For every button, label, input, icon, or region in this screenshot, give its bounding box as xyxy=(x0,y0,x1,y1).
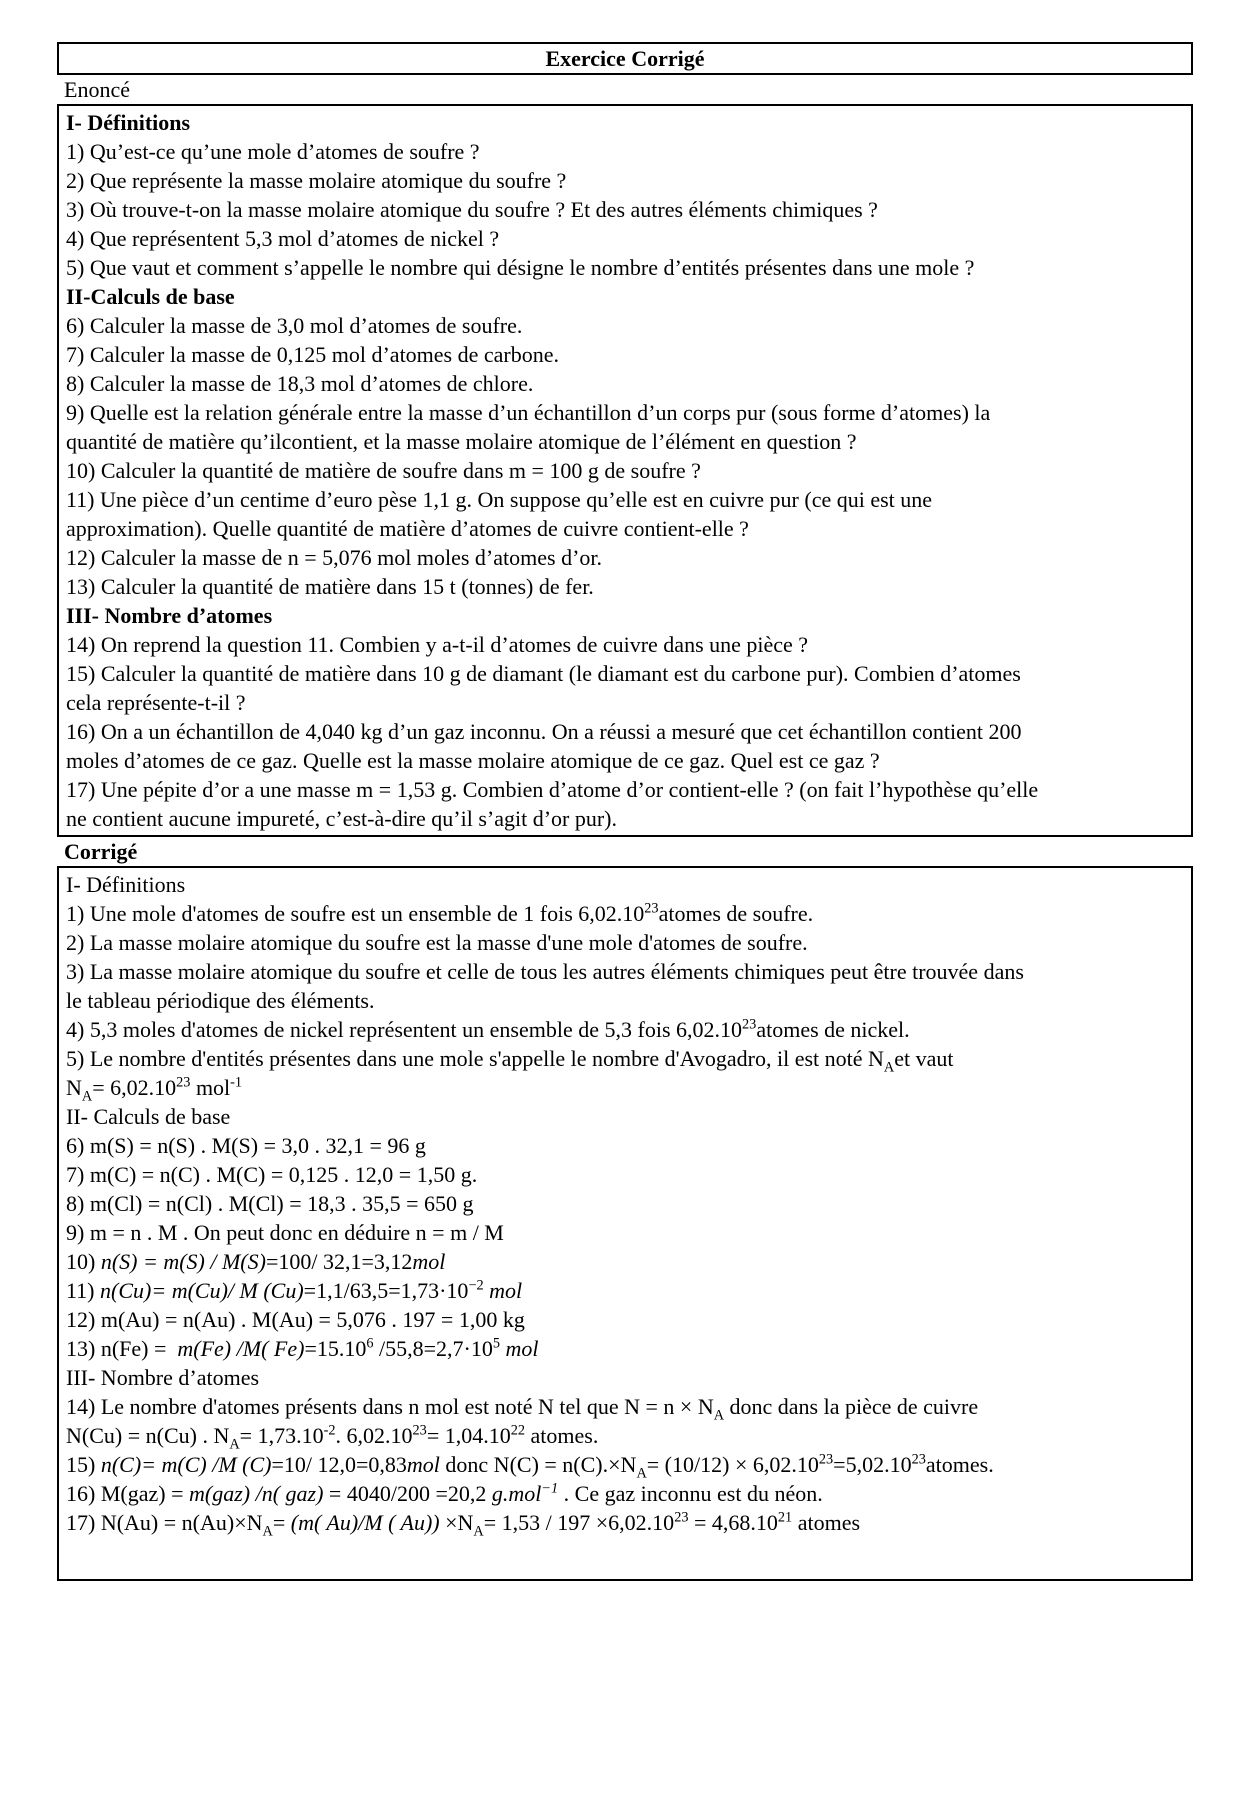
text-line xyxy=(66,1305,1184,1334)
text-run: mol xyxy=(190,1075,231,1100)
text-run: et vaut xyxy=(894,1046,954,1071)
text-run: N xyxy=(66,1075,82,1100)
text-run: 10) xyxy=(66,1249,101,1274)
text-run: -1 xyxy=(230,1074,243,1091)
text-run: A xyxy=(81,1088,93,1105)
text-run: =10/ 12,0=0,83 xyxy=(271,1452,407,1477)
text-line xyxy=(66,1421,1184,1453)
text-run: 1) Qu’est-ce qu’une mole d’atomes de soufre ? xyxy=(66,139,480,164)
text-run: 23 xyxy=(412,1422,427,1439)
text-run: A xyxy=(262,1523,273,1540)
text-run: 23 xyxy=(176,1074,191,1091)
text-run: mol xyxy=(412,1249,446,1274)
text-run: II-Calculs de base xyxy=(66,284,235,309)
text-run: 6) m(S) = n(S) . M(S) = 3,0 . 32,1 = 96 g xyxy=(66,1133,426,1158)
text-run: A xyxy=(229,1436,240,1453)
text-run: atomes de nickel. xyxy=(756,1017,910,1042)
text-line xyxy=(66,572,1184,601)
text-line xyxy=(66,282,1184,311)
text-run: 7) m(C) = n(C) . M(C) = 0,125 . 12,0 = 1,50 g. xyxy=(66,1162,478,1187)
text-line xyxy=(66,1189,1184,1218)
corrige-section-label: Corrigé xyxy=(64,839,138,864)
text-run: ne contient aucune impureté, c’est-à-dire qu’il s’agit d’or pur). xyxy=(66,806,617,831)
text-line xyxy=(66,1276,1184,1305)
text-line xyxy=(66,311,1184,340)
text-run: 4) 5,3 moles d'atomes de nickel représentent un ensemble de 5,3 fois 6,02.10 xyxy=(66,1017,743,1042)
text-line xyxy=(66,1450,1184,1482)
text-line xyxy=(66,224,1184,253)
text-run: 13) n(Fe) = xyxy=(66,1336,172,1361)
text-run: 14) Le nombre d'atomes présents dans n mol est noté N tel que N = n × N xyxy=(66,1394,714,1419)
text-run: A xyxy=(636,1465,647,1482)
text-run: 2) Que représente la masse molaire atomique du soufre ? xyxy=(66,168,567,193)
text-run: 15) Calculer la quantité de matière dans 10 g de diamant (le diamant est du carbone pur). Combien d’atomes xyxy=(66,661,1021,686)
text-run: mol xyxy=(406,1452,440,1477)
text-line xyxy=(66,1160,1184,1189)
text-line xyxy=(66,166,1184,195)
text-line xyxy=(66,108,1184,137)
text-run: m(Fe) /M( Fe) xyxy=(171,1336,305,1361)
enonce-section-label: Enoncé xyxy=(64,77,130,102)
text-line xyxy=(66,688,1184,717)
text-run: =15.10 xyxy=(304,1336,367,1361)
text-run: -2 xyxy=(323,1422,336,1439)
text-run: 17) N(Au) = n(Au)×N xyxy=(66,1510,263,1535)
text-run: −2 xyxy=(468,1277,484,1294)
text-run: 7) Calculer la masse de 0,125 mol d’atomes de carbone. xyxy=(66,342,560,367)
text-run: 13) Calculer la quantité de matière dans 15 t (tonnes) de fer. xyxy=(66,574,594,599)
text-line xyxy=(66,253,1184,282)
text-line xyxy=(66,957,1184,986)
text-line xyxy=(66,427,1184,456)
text-line xyxy=(66,1218,1184,1247)
text-run: = 1,53 / 197 ×6,02.10 xyxy=(483,1510,675,1535)
text-run: 23 xyxy=(674,1509,689,1526)
text-run: 22 xyxy=(510,1422,526,1439)
text-line xyxy=(66,398,1184,427)
text-run: N(Cu) = n(Cu) . N xyxy=(66,1423,230,1448)
text-line xyxy=(66,1247,1184,1276)
text-line xyxy=(66,1131,1184,1160)
text-run: /55,8=2,7·10 xyxy=(373,1336,493,1361)
text-run: . Ce gaz inconnu est du néon. xyxy=(558,1481,823,1506)
text-run: 1) Une mole d'atomes de soufre est un ensemble de 1 fois 6,02.10 xyxy=(66,901,645,926)
text-line xyxy=(66,1392,1184,1424)
text-run: = 4040/200 =20,2 xyxy=(323,1481,492,1506)
text-line xyxy=(66,986,1184,1015)
page-title: Exercice Corrigé xyxy=(545,45,705,71)
text-run: = 6,02.10 xyxy=(92,1075,177,1100)
text-run: 16) On a un échantillon de 4,040 kg d’un gaz inconnu. On a réussi a mesuré que cet échantillon contient 200 xyxy=(66,719,1022,744)
text-run: = xyxy=(272,1510,291,1535)
text-run: mol xyxy=(500,1336,539,1361)
enonce-box xyxy=(57,104,1193,837)
text-run: donc N(C) = n(C).×N xyxy=(439,1452,637,1477)
text-run: III- Nombre d’atomes xyxy=(66,603,273,628)
text-run: 5) Que vaut et comment s’appelle le nombre qui désigne le nombre d’entités présentes dans une mole ? xyxy=(66,255,975,280)
text-line xyxy=(66,1102,1184,1131)
text-run: III- Nombre d’atomes xyxy=(66,1365,260,1390)
text-line xyxy=(66,630,1184,659)
text-run: 11) xyxy=(66,1278,101,1303)
text-run: 12) Calculer la masse de n = 5,076 mol moles d’atomes d’or. xyxy=(66,545,603,570)
text-line xyxy=(66,1508,1184,1540)
text-run: I- Définitions xyxy=(66,110,191,135)
text-run: atomes. xyxy=(925,1452,994,1477)
text-line xyxy=(66,195,1184,224)
text-run: g.mol xyxy=(491,1481,542,1506)
text-line xyxy=(66,870,1184,899)
text-run: 14) On reprend la question 11. Combien y a-t-il d’atomes de cuivre dans une pièce ? xyxy=(66,632,809,657)
text-run: = (10/12) × 6,02.10 xyxy=(646,1452,819,1477)
text-run: mol xyxy=(483,1278,523,1303)
text-run: = 1,04.10 xyxy=(426,1423,511,1448)
text-run: A xyxy=(473,1523,484,1540)
text-run: A xyxy=(883,1059,895,1076)
text-line xyxy=(66,369,1184,398)
text-line xyxy=(66,601,1184,630)
text-line xyxy=(66,514,1184,543)
text-run: 4) Que représentent 5,3 mol d’atomes de nickel ? xyxy=(66,226,500,251)
corrige-box xyxy=(57,866,1193,1581)
text-run: (m( Au)/M ( Au)) xyxy=(290,1510,440,1535)
text-run: le tableau périodique des éléments. xyxy=(66,988,375,1013)
text-run: 8) Calculer la masse de 18,3 mol d’atomes de chlore. xyxy=(66,371,534,396)
text-run: 21 xyxy=(777,1509,793,1526)
text-run: 6) Calculer la masse de 3,0 mol d’atomes de soufre. xyxy=(66,313,523,338)
text-run: approximation). Quelle quantité de matière d’atomes de cuivre contient-elle ? xyxy=(66,516,749,541)
text-run: =100/ 32,1=3,12 xyxy=(265,1249,413,1274)
text-line xyxy=(66,1479,1184,1508)
text-run: n(C)= m(C) /M (C) xyxy=(100,1452,272,1477)
text-line xyxy=(66,340,1184,369)
text-run: = 4,68.10 xyxy=(688,1510,778,1535)
text-run: 23 xyxy=(911,1451,926,1468)
text-line xyxy=(66,456,1184,485)
text-run: atomes de soufre. xyxy=(658,901,814,926)
text-line xyxy=(66,1073,1184,1105)
text-line xyxy=(66,899,1184,928)
text-line xyxy=(66,775,1184,804)
text-run: n(Cu)= m(Cu)/ M (Cu) xyxy=(100,1278,304,1303)
text-run: 23 xyxy=(818,1451,834,1468)
text-run: 10) Calculer la quantité de matière de soufre dans m = 100 g de soufre ? xyxy=(66,458,701,483)
text-line xyxy=(66,137,1184,166)
text-run: ×N xyxy=(439,1510,474,1535)
exercise-document xyxy=(57,42,1193,1581)
text-line xyxy=(66,485,1184,514)
text-run: quantité de matière qu’ilcontient, et la masse molaire atomique de l’élément en question ? xyxy=(66,429,857,454)
text-line xyxy=(66,1334,1184,1363)
text-run: = 1,73.10 xyxy=(239,1423,324,1448)
text-run: 17) Une pépite d’or a une masse m = 1,53 g. Combien d’atome d’or contient-elle ? (on fait l’hypothèse qu’elle xyxy=(66,777,1039,802)
text-run: 5) Le nombre d'entités présentes dans une mole s'appelle le nombre d'Avogadro, il est noté N xyxy=(66,1046,884,1071)
text-run: =1,1/63,5=1,73·10 xyxy=(303,1278,469,1303)
text-run: m(gaz) /n( gaz) xyxy=(188,1481,324,1506)
text-run: 3) La masse molaire atomique du soufre et celle de tous les autres éléments chimiques peut être trouvée dans xyxy=(66,959,1024,984)
text-run: A xyxy=(713,1407,725,1424)
text-run: I- Définitions xyxy=(66,872,186,897)
text-line xyxy=(66,659,1184,688)
text-run: cela représente-t-il ? xyxy=(66,690,246,715)
text-line xyxy=(66,746,1184,775)
text-run: 6 xyxy=(366,1335,374,1352)
text-run: =5,02.10 xyxy=(833,1452,912,1477)
text-line xyxy=(66,928,1184,957)
text-run: 3) Où trouve-t-on la masse molaire atomique du soufre ? Et des autres éléments chimiques ? xyxy=(66,197,878,222)
text-run: atomes. xyxy=(525,1423,599,1448)
text-run: 5 xyxy=(492,1335,501,1352)
text-line xyxy=(66,1044,1184,1076)
text-line xyxy=(66,1015,1184,1044)
text-run: 8) m(Cl) = n(Cl) . M(Cl) = 18,3 . 35,5 = 650 g xyxy=(66,1191,474,1216)
text-run: −1 xyxy=(541,1480,559,1497)
text-line xyxy=(66,717,1184,746)
text-run: moles d’atomes de ce gaz. Quelle est la masse molaire atomique de ce gaz. Quel est ce gaz ? xyxy=(66,748,880,773)
text-run: n(S) = m(S) / M(S) xyxy=(100,1249,266,1274)
text-run: atomes xyxy=(792,1510,861,1535)
text-run: 23 xyxy=(742,1016,757,1033)
text-run: 11) Une pièce d’un centime d’euro pèse 1,1 g. On suppose qu’elle est en cuivre pur (ce qui est une xyxy=(66,487,933,512)
text-line xyxy=(66,804,1184,833)
text-run: II- Calculs de base xyxy=(66,1104,231,1129)
text-run: 9) m = n . M . On peut donc en déduire n = m / M xyxy=(66,1220,504,1245)
text-line xyxy=(66,1363,1184,1392)
title-box xyxy=(57,42,1193,75)
text-run: donc dans la pièce de cuivre xyxy=(724,1394,979,1419)
text-run: 16) M(gaz) = xyxy=(66,1481,189,1506)
text-run: 12) m(Au) = n(Au) . M(Au) = 5,076 . 197 = 1,00 kg xyxy=(66,1307,525,1332)
text-run: 23 xyxy=(644,900,659,917)
text-run: 2) La masse molaire atomique du soufre est la masse d'une mole d'atomes de soufre. xyxy=(66,930,808,955)
text-run: 15) xyxy=(66,1452,101,1477)
text-run: . 6,02.10 xyxy=(335,1423,413,1448)
text-run: 9) Quelle est la relation générale entre la masse d’un échantillon d’un corps pur (sous forme d’atomes) la xyxy=(66,400,991,425)
text-line xyxy=(66,543,1184,572)
